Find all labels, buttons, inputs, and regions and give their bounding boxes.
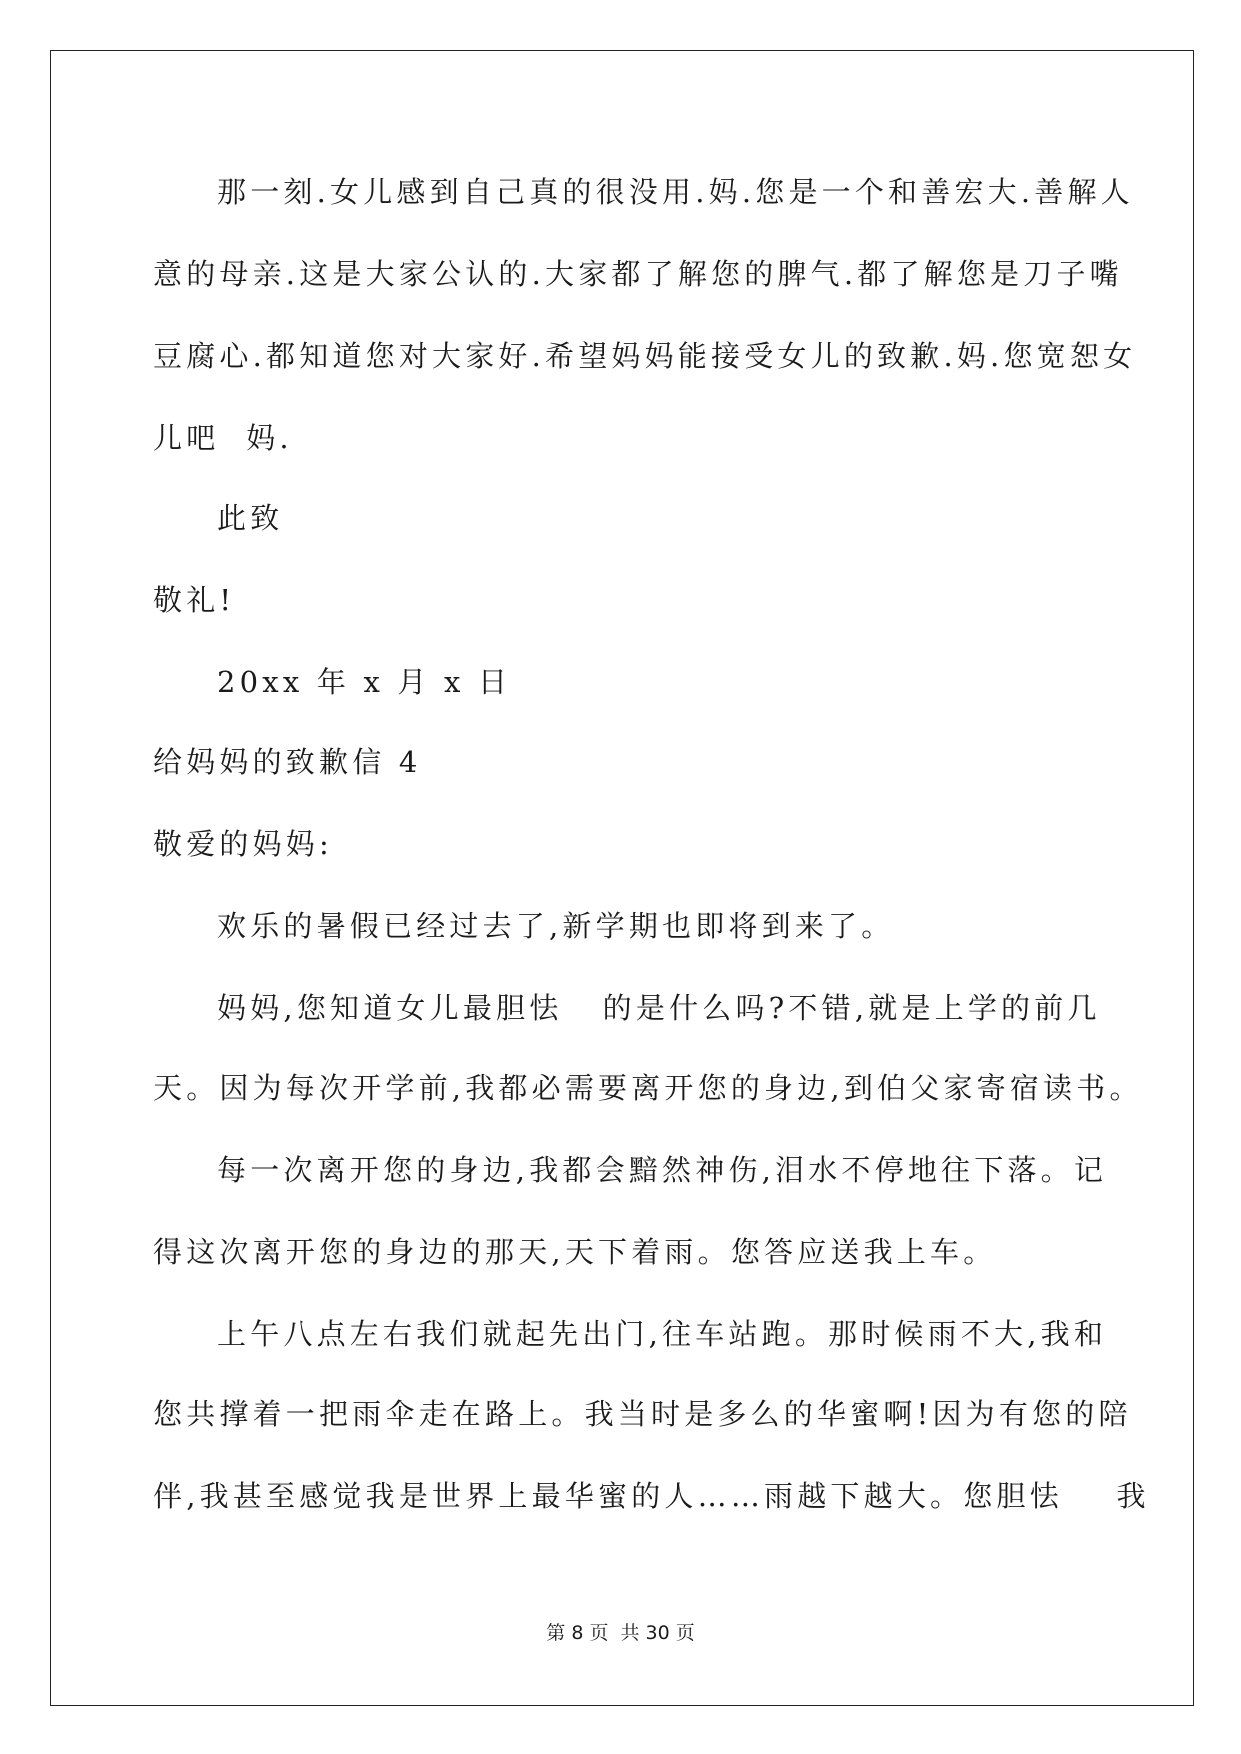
- page-border: [50, 50, 1194, 1706]
- paragraph-line: 伴,我甚至感觉我是世界上最华蜜的人……雨越下越大。您胆怯 我: [153, 1479, 1150, 1513]
- salutation-line: 敬礼!: [153, 583, 236, 617]
- paragraph-line: 儿吧 妈.: [153, 421, 293, 455]
- paragraph-line: 意的母亲.这是大家公认的.大家都了解您的脾气.都了解您是刀子嘴: [153, 257, 1123, 291]
- paragraph-line: 天。因为每次开学前,我都必需要离开您的身边,到伯父家寄宿读书。: [153, 1071, 1143, 1105]
- total-pages: 共 30 页: [620, 1622, 695, 1644]
- paragraph-line: 那一刻.女儿感到自己真的很没用.妈.您是一个和善宏大.善解人: [217, 175, 1134, 209]
- page-footer: [0, 1620, 1241, 1646]
- paragraph-line: 您共撑着一把雨伞走在路上。我当时是多么的华蜜啊!因为有您的陪: [153, 1397, 1132, 1431]
- page-number: 第 8 页: [546, 1622, 609, 1644]
- paragraph-line: 妈妈,您知道女儿最胆怯 的是什么吗?不错,就是上学的前几: [217, 991, 1101, 1025]
- paragraph-line: 豆腐心.都知道您对大家好.希望妈妈能接受女儿的致歉.妈.您宽恕女: [153, 339, 1137, 373]
- date-line: 20xx 年 x 月 x 日: [217, 665, 512, 699]
- paragraph-line: 每一次离开您的身边,我都会黯然神伤,泪水不停地往下落。记: [217, 1153, 1108, 1187]
- paragraph-line: 欢乐的暑假已经过去了,新学期也即将到来了。: [217, 909, 895, 943]
- section-title: 给妈妈的致歉信 4: [153, 745, 422, 779]
- paragraph-line: 上午八点左右我们就起先出门,往车站跑。那时候雨不大,我和: [217, 1317, 1108, 1351]
- closing-line: 此致: [217, 501, 284, 535]
- paragraph-line: 得这次离开您的身边的那天,天下着雨。您答应送我上车。: [153, 1235, 997, 1269]
- greeting-line: 敬爱的妈妈:: [153, 827, 333, 861]
